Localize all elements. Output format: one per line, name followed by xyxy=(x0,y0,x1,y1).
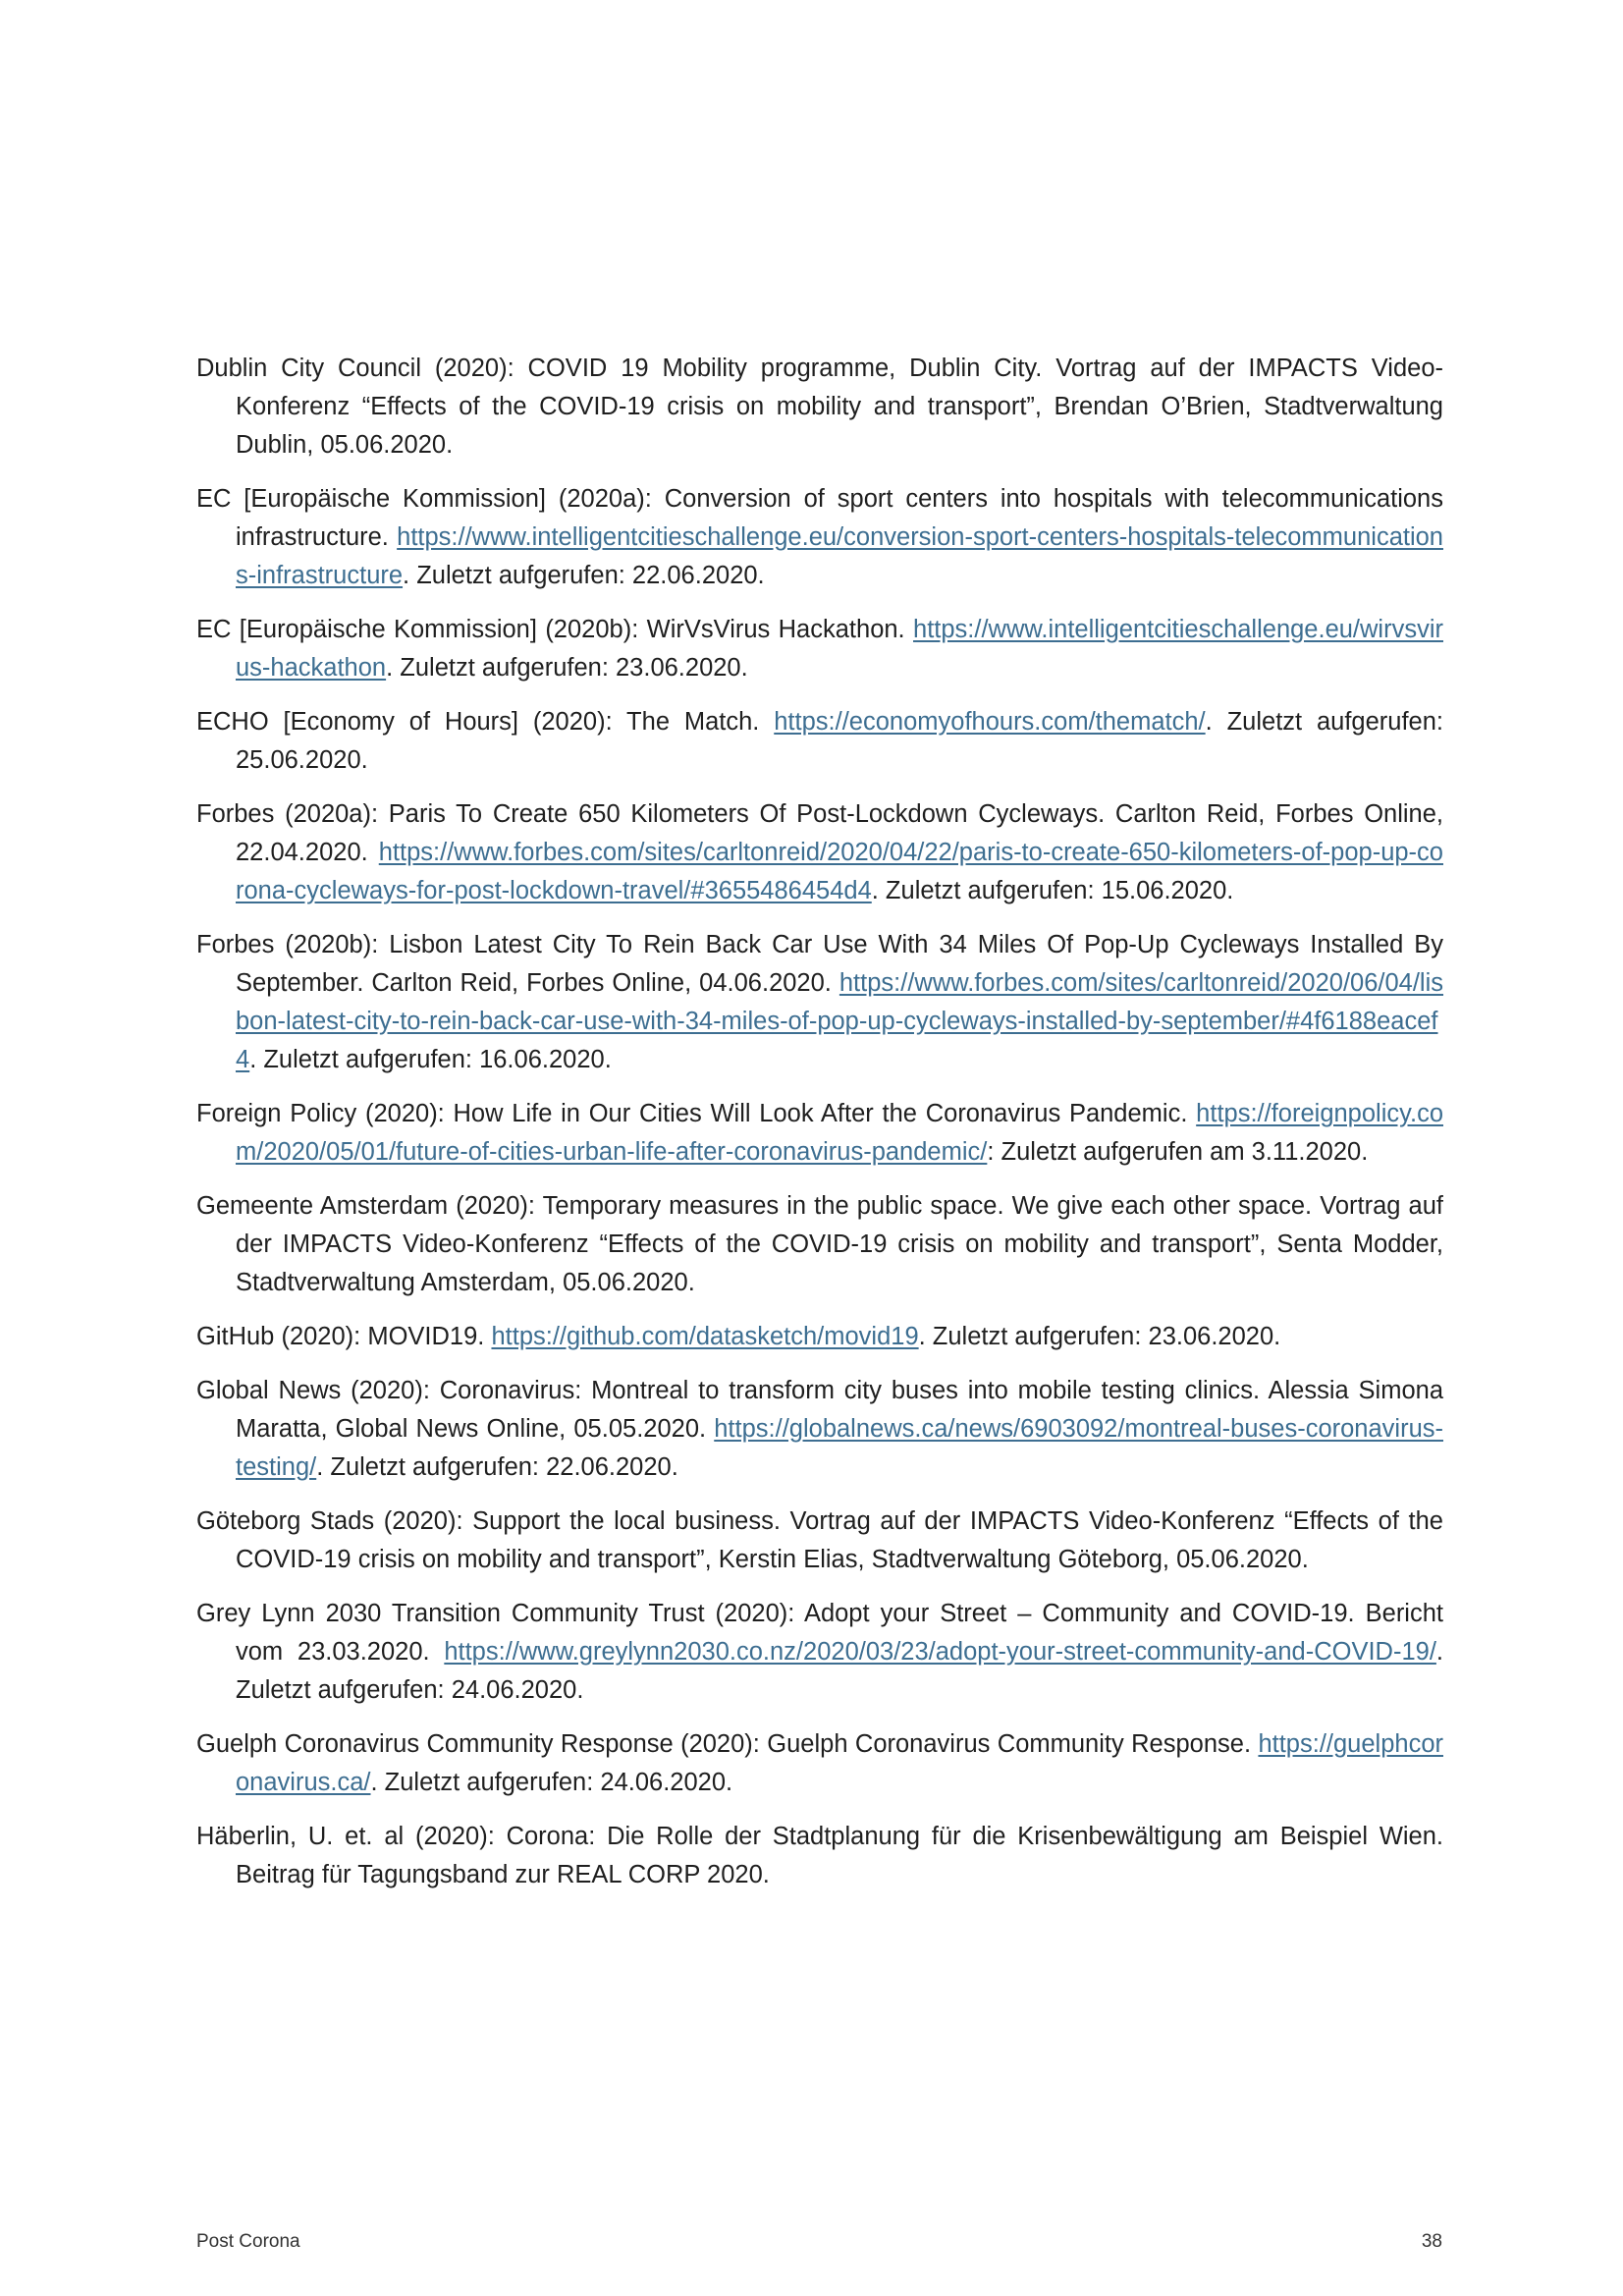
reference-text: Göteborg Stads (2020): Support the local business. Vortrag auf der IMPACTS Video-Konferenz “Effects of the COVID-19 crisis on mobility and transport”, Kerstin Elias, Stadtverwaltung Göteborg, 05.06.2020. xyxy=(196,1507,1443,1573)
reference-access-date: . Zuletzt aufgerufen: 25.06.2020. xyxy=(236,708,1443,774)
reference-access-date: . Zuletzt aufgerufen: 22.06.2020. xyxy=(316,1453,678,1481)
reference-text: Gemeente Amsterdam (2020): Temporary measures in the public space. We give each other space. Vortrag auf der IMPACTS Video-Konferenz “Effects of the COVID-19 crisis on mobility and transport”, Senta Modder, Stadtverwaltung Amsterdam, 05.06.2020. xyxy=(196,1192,1443,1296)
reference-access-date: : Zuletzt aufgerufen am 3.11.2020. xyxy=(987,1138,1369,1166)
reference-entry xyxy=(196,611,1443,687)
reference-list xyxy=(196,350,1443,1910)
page-number: 38 xyxy=(1421,2231,1442,2252)
reference-link[interactable]: https://www.intelligentcitieschallenge.eu/conversion-sport-centers-hospitals-telecommunications-infrastructure xyxy=(236,523,1443,589)
reference-access-date: . Zuletzt aufgerufen: 23.06.2020. xyxy=(386,654,748,682)
reference-text: EC [Europäische Kommission] (2020b): WirVsVirus Hackathon. xyxy=(196,616,905,643)
reference-entry xyxy=(196,795,1443,910)
reference-link[interactable]: https://globalnews.ca/news/6903092/montreal-buses-coronavirus-testing/ xyxy=(236,1415,1443,1481)
reference-link[interactable]: https://www.forbes.com/sites/carltonreid/2020/04/22/paris-to-create-650-kilometers-of-pop-up-corona-cycleways-for-post-lockdown-travel/#3655486454d4 xyxy=(236,839,1443,904)
reference-access-date: . Zuletzt aufgerufen: 16.06.2020. xyxy=(249,1046,612,1073)
reference-entry xyxy=(196,926,1443,1079)
footer-title: Post Corona xyxy=(196,2231,300,2252)
reference-entry xyxy=(196,1318,1443,1356)
reference-text: GitHub (2020): MOVID19. xyxy=(196,1323,485,1350)
reference-text: Guelph Coronavirus Community Response (2020): Guelph Coronavirus Community Response. xyxy=(196,1730,1252,1758)
reference-link[interactable]: https://guelphcoronavirus.ca/ xyxy=(236,1730,1443,1796)
reference-access-date: . Zuletzt aufgerufen: 24.06.2020. xyxy=(236,1638,1443,1704)
reference-link[interactable]: https://github.com/datasketch/movid19 xyxy=(491,1323,919,1350)
reference-link[interactable]: https://economyofhours.com/thematch/ xyxy=(774,708,1206,736)
reference-text: EC [Europäische Kommission] (2020a): Conversion of sport centers into hospitals with telecommunications infrastructure. xyxy=(196,485,1443,551)
reference-entry xyxy=(196,1095,1443,1172)
reference-entry xyxy=(196,350,1443,465)
reference-text: Häberlin, U. et. al (2020): Corona: Die Rolle der Stadtplanung für die Krisenbewältigung am Beispiel Wien. Beitrag für Tagungsband zur REAL CORP 2020. xyxy=(196,1823,1443,1888)
reference-entry xyxy=(196,1503,1443,1579)
reference-link[interactable]: https://foreignpolicy.com/2020/05/01/future-of-cities-urban-life-after-coronavirus-pandemic/ xyxy=(236,1100,1443,1166)
reference-access-date: . Zuletzt aufgerufen: 15.06.2020. xyxy=(871,877,1234,904)
reference-access-date: . Zuletzt aufgerufen: 23.06.2020. xyxy=(918,1323,1281,1350)
reference-text: ECHO [Economy of Hours] (2020): The Match. xyxy=(196,708,760,736)
reference-access-date: . Zuletzt aufgerufen: 22.06.2020. xyxy=(403,562,765,589)
reference-access-date: . Zuletzt aufgerufen: 24.06.2020. xyxy=(370,1769,733,1796)
reference-link[interactable]: https://www.greylynn2030.co.nz/2020/03/23/adopt-your-street-community-and-COVID-19/ xyxy=(444,1638,1436,1666)
reference-text: Forbes (2020a): Paris To Create 650 Kilometers Of Post-Lockdown Cycleways. Carlton Reid, Forbes Online, 22.04.2020. xyxy=(196,800,1443,866)
reference-entry xyxy=(196,480,1443,595)
reference-text: Forbes (2020b): Lisbon Latest City To Rein Back Car Use With 34 Miles Of Pop-Up Cycleways Installed By September. Carlton Reid, Forbes Online, 04.06.2020. xyxy=(196,931,1443,997)
reference-text: Dublin City Council (2020): COVID 19 Mobility programme, Dublin City. Vortrag auf der IMPACTS Video-Konferenz “Effects of the COVID-19 crisis on mobility and transport”, Brendan O’Brien, Stadtverwaltung Dublin, 05.06.2020. xyxy=(196,355,1443,459)
reference-entry xyxy=(196,1595,1443,1710)
reference-text: Grey Lynn 2030 Transition Community Trust (2020): Adopt your Street – Community and COVID-19. Bericht vom 23.03.2020. xyxy=(196,1600,1443,1666)
reference-entry xyxy=(196,1725,1443,1802)
reference-text: Foreign Policy (2020): How Life in Our Cities Will Look After the Coronavirus Pandemic. xyxy=(196,1100,1188,1127)
reference-link[interactable]: https://www.forbes.com/sites/carltonreid/2020/06/04/lisbon-latest-city-to-rein-back-car-use-with-34-miles-of-pop-up-cycleways-installed-by-september/#4f6188eacef4 xyxy=(236,969,1444,1073)
reference-entry xyxy=(196,703,1443,780)
reference-entry xyxy=(196,1818,1443,1894)
reference-link[interactable]: https://www.intelligentcitieschallenge.eu/wirvsvirus-hackathon xyxy=(236,616,1443,682)
reference-text: Global News (2020): Coronavirus: Montreal to transform city buses into mobile testing clinics. Alessia Simona Maratta, Global News Online, 05.05.2020. xyxy=(196,1377,1443,1443)
reference-entry xyxy=(196,1372,1443,1487)
reference-entry xyxy=(196,1187,1443,1302)
